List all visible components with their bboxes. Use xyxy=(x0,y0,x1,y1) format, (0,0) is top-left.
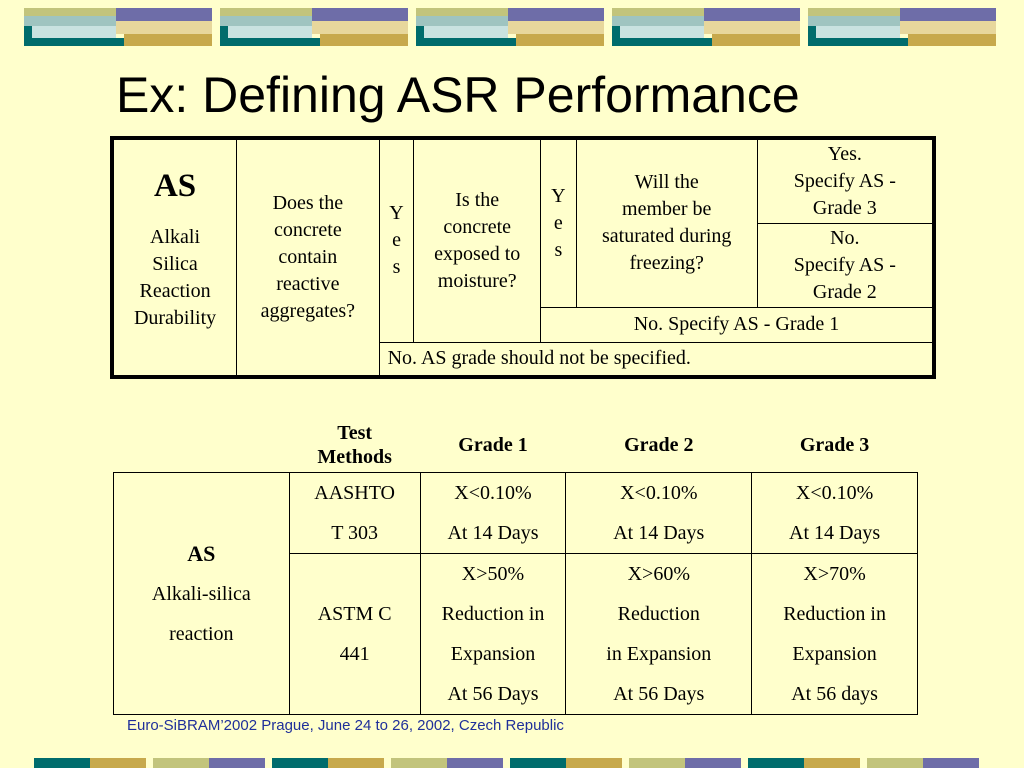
yes-letter: s xyxy=(554,238,563,261)
decorative-block xyxy=(808,8,996,46)
cell-line: Reduction xyxy=(617,603,700,625)
answer-not-specified: No. AS grade should not be specified. xyxy=(379,342,934,377)
test-method-aashto xyxy=(289,473,420,554)
cell-line: Reduction in xyxy=(441,603,545,625)
as-name-line: Durability xyxy=(133,307,217,329)
answer-line: Specify AS - xyxy=(793,253,896,276)
header-grade-1: Grade 1 xyxy=(458,434,528,456)
cell-line: AASHTO xyxy=(314,482,396,504)
cell-line: T 303 xyxy=(331,522,379,544)
row-label-as xyxy=(114,473,290,715)
answer-grade-2 xyxy=(757,223,934,307)
row-label-code: AS xyxy=(187,540,216,566)
answer-grade-3 xyxy=(757,138,934,223)
cell-line: At 14 Days xyxy=(789,522,881,544)
yes-letter: e xyxy=(553,211,563,234)
row-label-line: Alkali-silica xyxy=(151,582,251,605)
grade-table xyxy=(113,418,918,715)
cell-line: X>60% xyxy=(627,563,690,585)
yes-branch-1 xyxy=(379,138,414,342)
header-line: Methods xyxy=(317,446,392,468)
bottom-decorative-band xyxy=(0,758,1024,768)
yes-letter: s xyxy=(392,256,401,279)
grade-1-cell xyxy=(420,554,566,715)
question-line: Will the xyxy=(634,171,699,194)
decorative-block xyxy=(612,8,800,46)
cell-line: X<0.10% xyxy=(620,482,698,504)
grade-3-cell xyxy=(752,473,918,554)
header-test-methods xyxy=(289,418,420,473)
decorative-block xyxy=(416,8,604,46)
yes-letter: e xyxy=(392,229,401,252)
question-line: moisture? xyxy=(437,269,517,292)
question-exposed-moisture xyxy=(414,138,541,342)
grade-3-cell xyxy=(752,554,918,715)
as-code: AS xyxy=(153,168,197,204)
question-line: reactive xyxy=(276,273,340,295)
question-reactive-aggregates xyxy=(237,138,380,377)
header-grade-2: Grade 2 xyxy=(624,434,694,456)
question-line: aggregates? xyxy=(260,300,356,322)
yes-branch-2 xyxy=(540,138,576,307)
cell-line: At 56 days xyxy=(791,683,878,705)
question-line: Does the xyxy=(272,192,344,214)
cell-line: X<0.10% xyxy=(454,482,532,504)
question-line: contain xyxy=(278,246,338,268)
yes-letter: Y xyxy=(551,184,566,207)
as-durability-cell xyxy=(112,138,237,377)
answer-line: Specify AS - xyxy=(793,169,896,192)
question-saturated-freezing xyxy=(576,138,757,307)
question-line: member be xyxy=(622,198,712,221)
answer-line: Yes. xyxy=(827,142,862,165)
cell-line: At 14 Days xyxy=(613,522,705,544)
slide-title: Ex: Defining ASR Performance xyxy=(116,67,800,123)
yes-letter: Y xyxy=(389,202,404,225)
cell-line: X>70% xyxy=(803,563,866,585)
cell-line: 441 xyxy=(339,643,370,665)
grade-2-cell xyxy=(566,473,752,554)
slide-footer: Euro-SiBRAM’2002 Prague, June 24 to 26, 2002, Czech Republic xyxy=(127,717,564,734)
table-row xyxy=(114,473,918,554)
question-line: concrete xyxy=(443,215,512,238)
cell-line: At 56 Days xyxy=(447,683,539,705)
cell-line: At 56 Days xyxy=(613,683,705,705)
decorative-block xyxy=(24,8,212,46)
as-name-line: Silica xyxy=(152,253,198,275)
cell-line: Expansion xyxy=(450,643,536,665)
answer-line: Grade 3 xyxy=(812,196,877,219)
row-label-line: reaction xyxy=(169,622,234,645)
cell-line: Reduction in xyxy=(783,603,886,625)
decision-table xyxy=(110,136,936,379)
header-grade-3: Grade 3 xyxy=(799,434,870,456)
header-empty xyxy=(114,418,290,473)
question-line: Is the xyxy=(455,188,500,211)
answer-grade-1: No. Specify AS - Grade 1 xyxy=(540,307,934,342)
grade-2-cell xyxy=(566,554,752,715)
as-name-line: Alkali xyxy=(150,226,201,248)
question-line: freezing? xyxy=(629,252,704,275)
test-method-astm xyxy=(289,554,420,715)
cell-line: At 14 Days xyxy=(447,522,539,544)
cell-line: ASTM C xyxy=(317,603,392,625)
answer-line: Grade 2 xyxy=(812,280,877,303)
top-decorative-band xyxy=(0,0,1024,50)
as-name-line: Reaction xyxy=(139,280,211,302)
answer-line: No. xyxy=(830,226,860,249)
cell-line: X<0.10% xyxy=(795,482,874,504)
cell-line: Expansion xyxy=(792,643,877,665)
question-line: concrete xyxy=(273,219,342,241)
header-line: Test xyxy=(337,422,373,444)
grade-1-cell xyxy=(420,473,566,554)
cell-line: in Expansion xyxy=(606,643,712,665)
question-line: saturated during xyxy=(602,225,732,248)
decorative-block xyxy=(220,8,408,46)
question-line: exposed to xyxy=(434,242,521,265)
cell-line: X>50% xyxy=(461,563,525,585)
